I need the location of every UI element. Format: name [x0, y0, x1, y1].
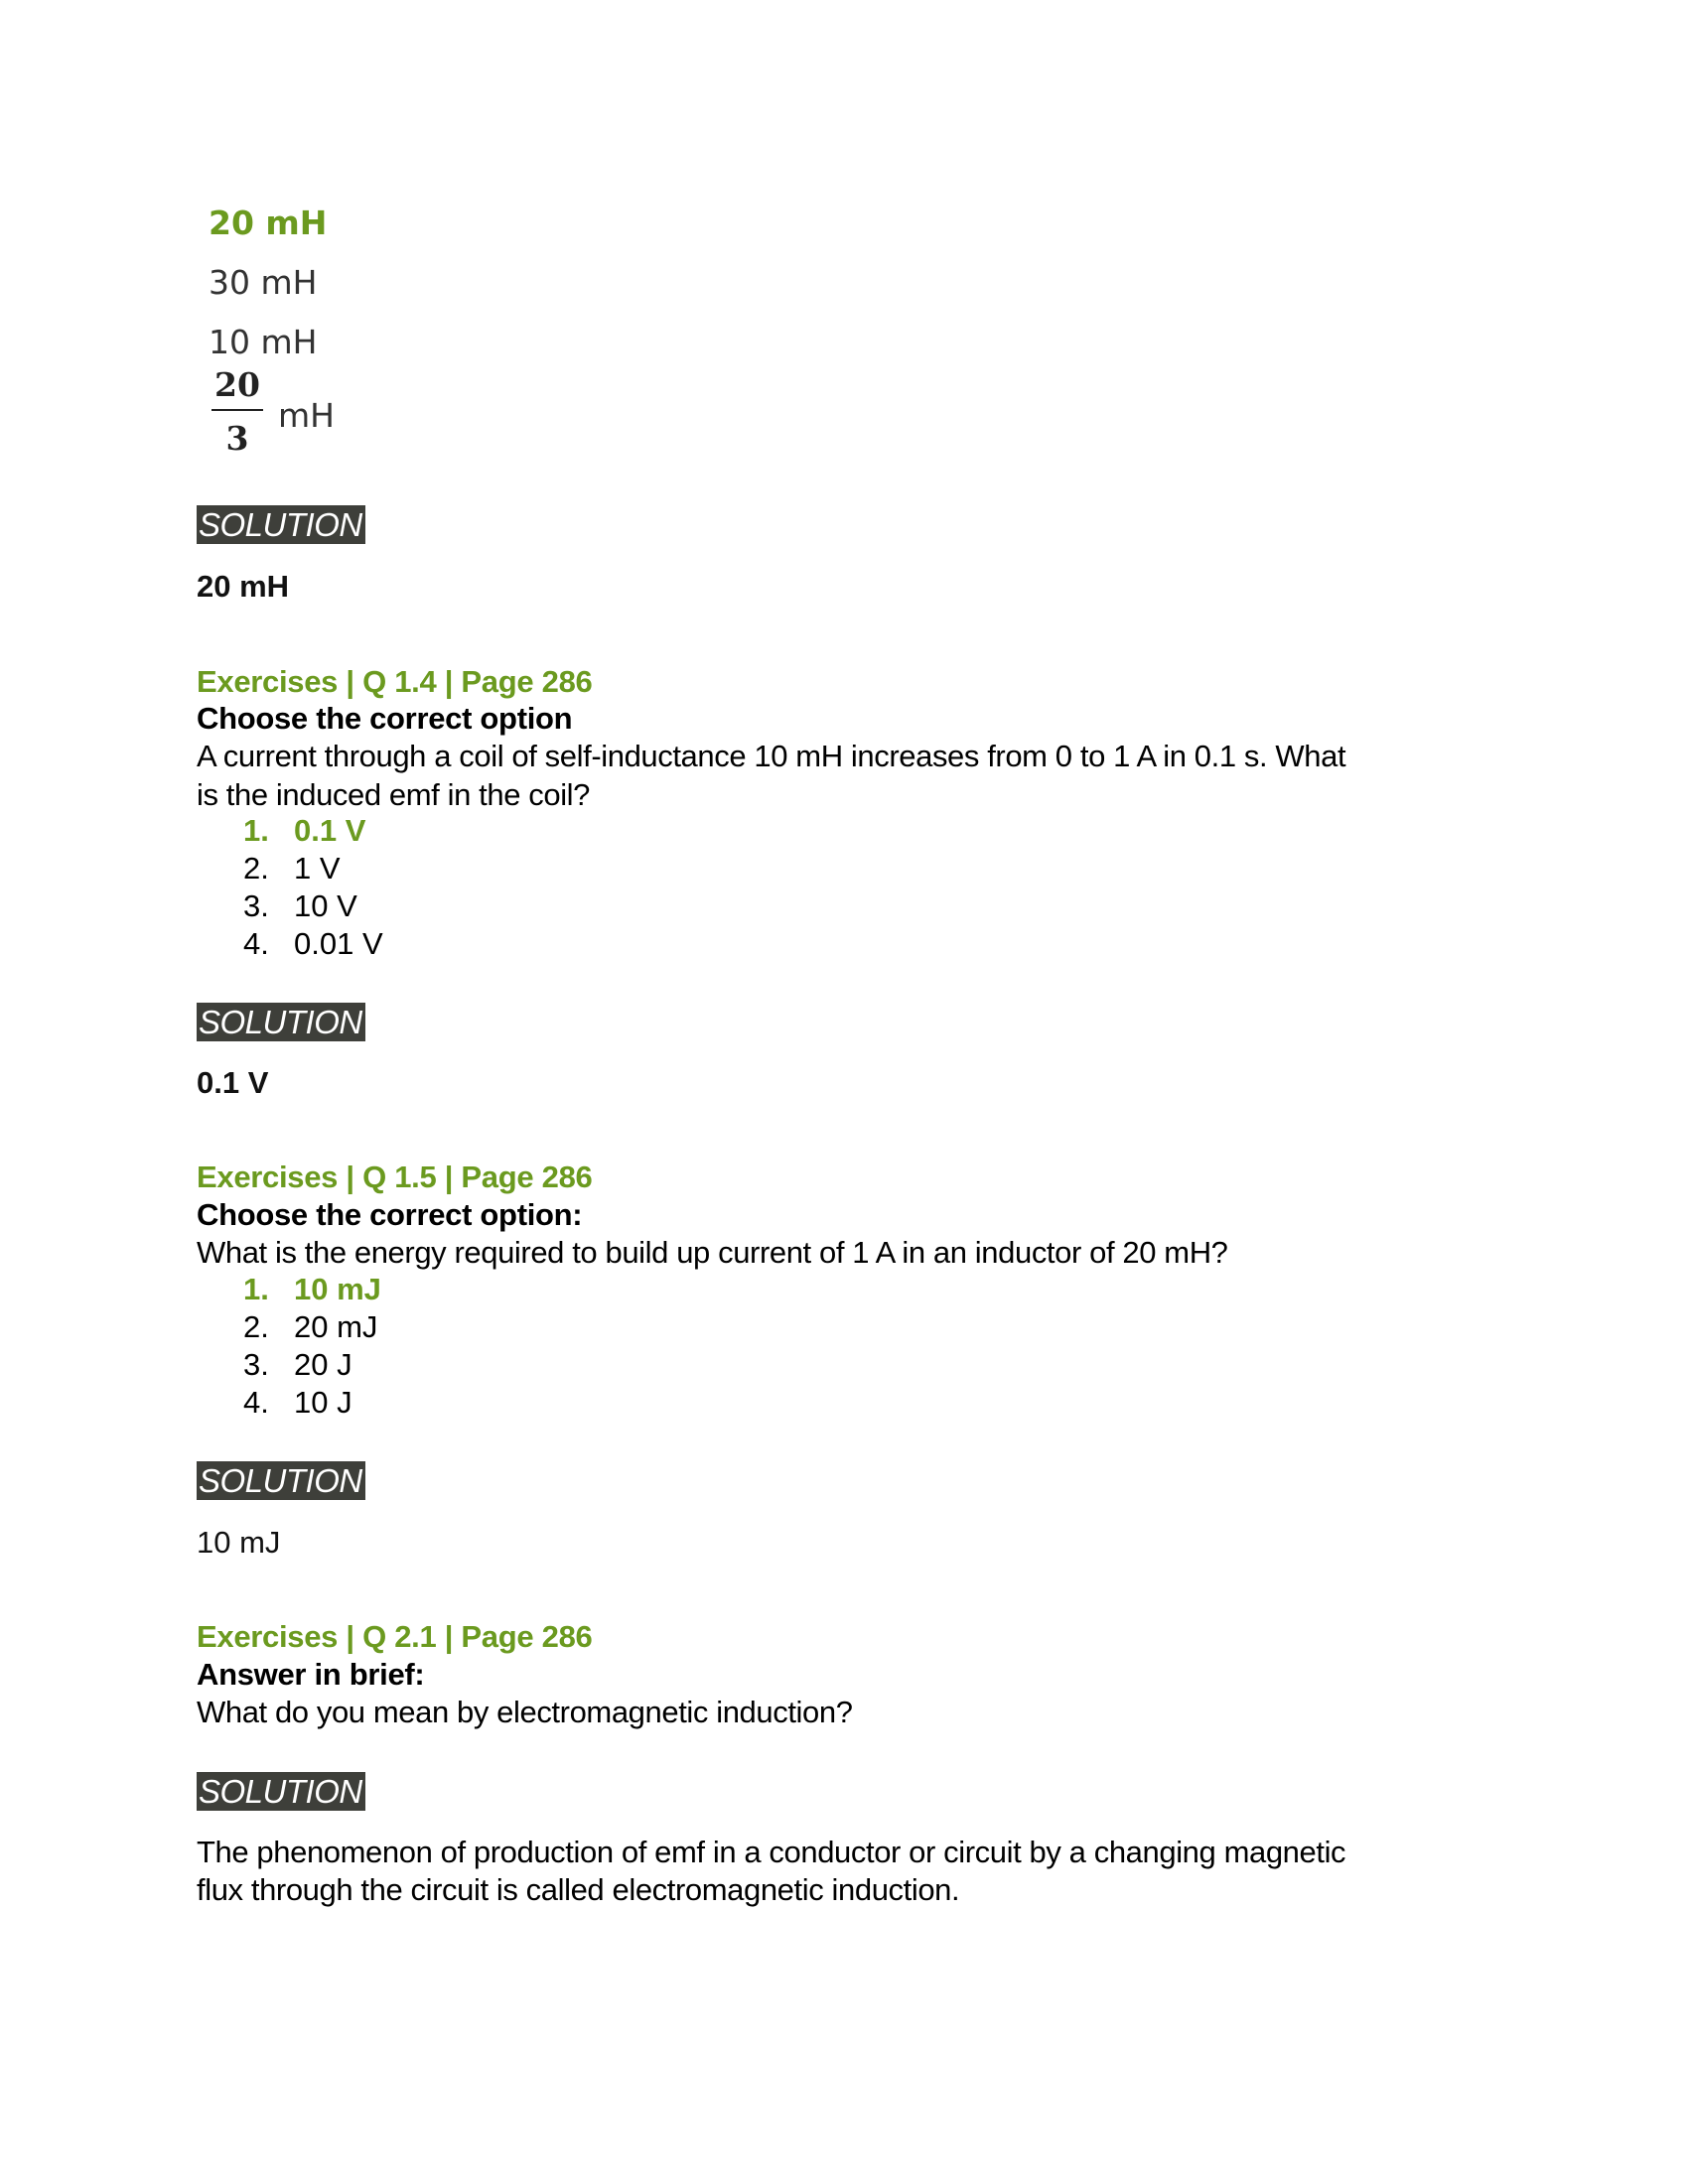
solution-badge: SOLUTION — [197, 1461, 365, 1500]
option-label: 1 V — [294, 851, 341, 886]
option-number: 2. — [243, 1309, 269, 1344]
option-number: 4. — [243, 1385, 269, 1420]
question-text: A current through a coil of self-inductance 10 mH increases from 0 to 1 A in 0.1 s. What — [197, 739, 1346, 773]
question-text: is the induced emf in the coil? — [197, 777, 591, 812]
solution-badge: SOLUTION — [197, 1772, 365, 1811]
fraction-numerator: 20 — [214, 365, 260, 404]
solution-badge: SOLUTION — [197, 505, 365, 544]
solution-badge: SOLUTION — [197, 1003, 365, 1041]
question-header: Exercises | Q 1.4 | Page 286 — [197, 664, 593, 699]
option-correct — [243, 813, 365, 849]
question-header: Exercises | Q 1.5 | Page 286 — [197, 1160, 593, 1194]
fraction-unit: mH — [278, 396, 335, 435]
option-label: 20 J — [294, 1347, 352, 1382]
option-correct — [243, 1272, 381, 1307]
option — [243, 851, 341, 887]
option-label: 0.1 V — [294, 813, 366, 848]
solution-answer: 0.1 V — [197, 1065, 269, 1100]
option-label: 10 V — [294, 888, 357, 923]
option-correct: 20 mH — [209, 204, 328, 242]
option-label: 0.01 V — [294, 926, 383, 961]
option — [243, 1309, 377, 1345]
option: 10 mH — [209, 323, 318, 361]
fraction-bar — [211, 409, 263, 411]
solution-text: The phenomenon of production of emf in a conductor or circuit by a changing magnetic — [197, 1835, 1346, 1869]
solution-answer: 20 mH — [197, 569, 290, 604]
option-number: 1. — [243, 1272, 269, 1306]
option-label: 10 J — [294, 1385, 352, 1420]
question-instruction: Answer in brief: — [197, 1657, 425, 1692]
option — [243, 888, 357, 924]
option-label: 20 mJ — [294, 1309, 378, 1344]
question-text: What do you mean by electromagnetic induction? — [197, 1695, 853, 1729]
option-number: 3. — [243, 888, 269, 923]
option — [243, 926, 383, 962]
option-label: 10 mJ — [294, 1272, 381, 1306]
option: 30 mH — [209, 263, 318, 302]
option-number: 3. — [243, 1347, 269, 1382]
option-number: 2. — [243, 851, 269, 886]
fraction-option — [211, 365, 263, 459]
option-number: 4. — [243, 926, 269, 961]
question-instruction: Choose the correct option: — [197, 1197, 583, 1232]
question-text: What is the energy required to build up current of 1 A in an inductor of 20 mH? — [197, 1235, 1228, 1270]
option — [243, 1347, 352, 1383]
option — [243, 1385, 352, 1421]
option-number: 1. — [243, 813, 269, 848]
solution-answer: 10 mJ — [197, 1525, 281, 1560]
question-header: Exercises | Q 2.1 | Page 286 — [197, 1619, 593, 1654]
solution-text: flux through the circuit is called electromagnetic induction. — [197, 1872, 960, 1907]
question-instruction: Choose the correct option — [197, 701, 573, 736]
fraction-denominator: 3 — [225, 419, 249, 458]
